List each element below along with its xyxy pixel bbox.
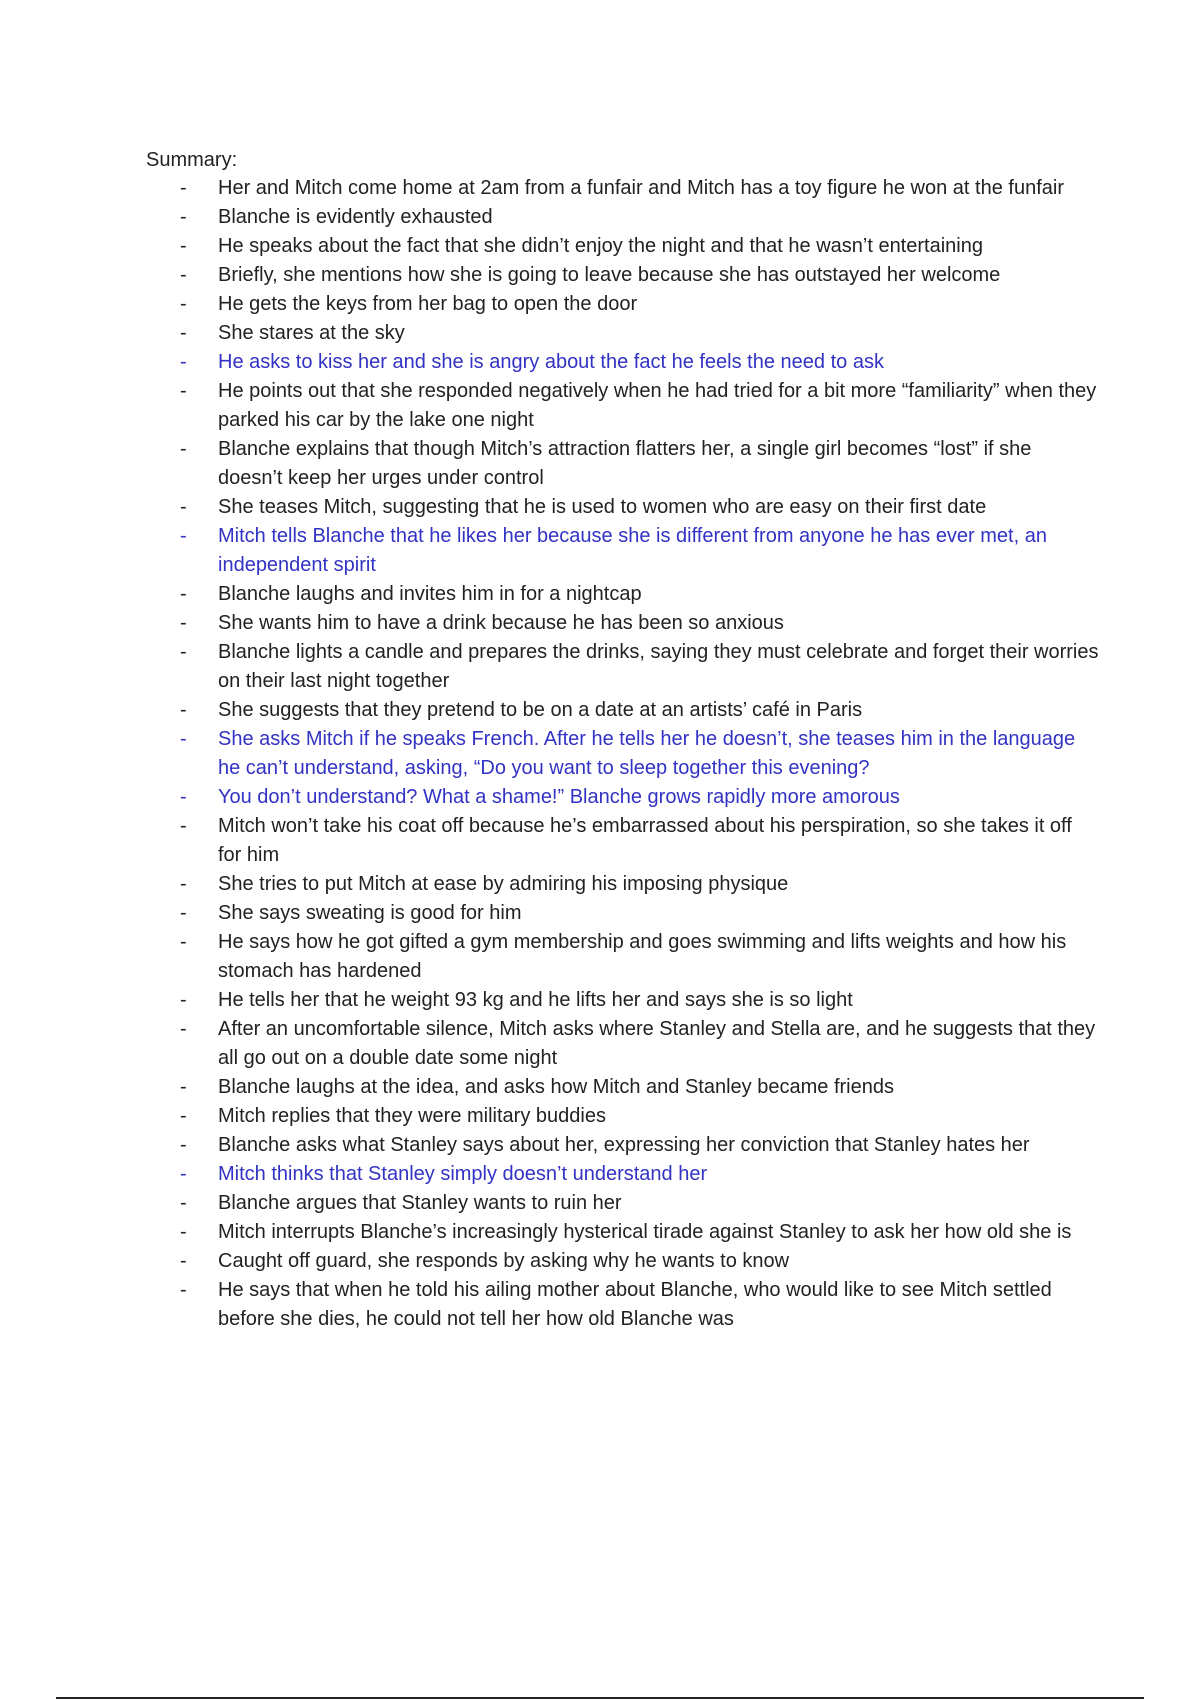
bullet-dash-marker: - <box>180 699 187 721</box>
summary-bullet-item <box>180 1276 1100 1334</box>
summary-bullet-text: He speaks about the fact that she didn’t enjoy the night and that he wasn’t entertaining <box>218 235 983 257</box>
summary-bullet-item <box>180 580 1100 609</box>
bullet-dash-marker: - <box>180 612 187 634</box>
summary-bullet-item <box>180 609 1100 638</box>
summary-bullet-text: She tries to put Mitch at ease by admiring his imposing physique <box>218 873 789 895</box>
bullet-dash-marker: - <box>180 1134 187 1156</box>
summary-bullet-text: Blanche argues that Stanley wants to ruin her <box>218 1192 622 1214</box>
summary-bullet-text: Mitch thinks that Stanley simply doesn’t understand her <box>218 1163 708 1185</box>
summary-bullet-item <box>180 1102 1100 1131</box>
bullet-dash-marker: - <box>180 873 187 895</box>
summary-bullet-text: Blanche explains that though Mitch’s attraction flatters her, a single girl becomes “lost” if she doesn’t keep her urges under control <box>218 438 1032 489</box>
bullet-dash-marker: - <box>180 1192 187 1214</box>
summary-bullet-text: Mitch replies that they were military buddies <box>218 1105 606 1127</box>
summary-bullet-text: Blanche lights a candle and prepares the drinks, saying they must celebrate and forget their worries on their last night together <box>218 641 1099 692</box>
summary-bullet-item <box>180 174 1100 203</box>
bullet-dash-marker: - <box>180 1105 187 1127</box>
footer-divider <box>56 1697 1144 1699</box>
summary-bullet-item <box>180 638 1100 696</box>
summary-bullet-text: He says how he got gifted a gym membership and goes swimming and lifts weights and how his stomach has hardened <box>218 931 1067 982</box>
summary-bullet-item <box>180 986 1100 1015</box>
summary-bullet-item <box>180 725 1100 783</box>
bullet-dash-marker: - <box>180 1163 187 1185</box>
summary-bullet-item <box>180 493 1100 522</box>
bullet-dash-marker: - <box>180 931 187 953</box>
bullet-dash-marker: - <box>180 496 187 518</box>
summary-bullet-item <box>180 232 1100 261</box>
bullet-dash-marker: - <box>180 177 187 199</box>
summary-bullet-text: She stares at the sky <box>218 322 405 344</box>
summary-bullet-item <box>180 812 1100 870</box>
summary-bullet-text: Blanche laughs at the idea, and asks how Mitch and Stanley became friends <box>218 1076 894 1098</box>
summary-bullet-text: She asks Mitch if he speaks French. After he tells her he doesn’t, she teases him in the language he can’t understand, asking, “Do you want to sleep together this evening? <box>218 728 1076 779</box>
summary-bullet-item <box>180 1218 1100 1247</box>
summary-bullet-text: She says sweating is good for him <box>218 902 522 924</box>
bullet-dash-marker: - <box>180 728 187 750</box>
summary-bullet-text: Mitch tells Blanche that he likes her because she is different from anyone he has ever met, an independent spirit <box>218 525 1047 576</box>
summary-bullet-item <box>180 1189 1100 1218</box>
summary-bullet-text: After an uncomfortable silence, Mitch asks where Stanley and Stella are, and he suggests that they all go out on a double date some night <box>218 1018 1096 1069</box>
summary-bullet-item <box>180 377 1100 435</box>
summary-bullet-text: Blanche asks what Stanley says about her, expressing her conviction that Stanley hates her <box>218 1134 1030 1156</box>
summary-bullet-text: She wants him to have a drink because he has been so anxious <box>218 612 784 634</box>
bullet-dash-marker: - <box>180 815 187 837</box>
summary-bullet-item <box>180 1247 1100 1276</box>
summary-bullet-item <box>180 319 1100 348</box>
summary-bullet-text: Her and Mitch come home at 2am from a funfair and Mitch has a toy figure he won at the funfair <box>218 177 1064 199</box>
bullet-dash-marker: - <box>180 525 187 547</box>
bullet-dash-marker: - <box>180 380 187 402</box>
bullet-dash-marker: - <box>180 235 187 257</box>
summary-bullet-item <box>180 1160 1100 1189</box>
bullet-dash-marker: - <box>180 264 187 286</box>
bullet-dash-marker: - <box>180 1076 187 1098</box>
summary-bullet-text: She suggests that they pretend to be on a date at an artists’ café in Paris <box>218 699 863 721</box>
summary-bullet-item <box>180 435 1100 493</box>
summary-bullet-item <box>180 696 1100 725</box>
summary-bullet-item <box>180 1015 1100 1073</box>
summary-bullet-item <box>180 870 1100 899</box>
bullet-dash-marker: - <box>180 322 187 344</box>
bullet-dash-marker: - <box>180 206 187 228</box>
summary-bullet-item <box>180 348 1100 377</box>
summary-bullet-item <box>180 1073 1100 1102</box>
bullet-dash-marker: - <box>180 1279 187 1301</box>
bullet-dash-marker: - <box>180 1250 187 1272</box>
bullet-dash-marker: - <box>180 351 187 373</box>
bullet-dash-marker: - <box>180 902 187 924</box>
bullet-dash-marker: - <box>180 1018 187 1040</box>
summary-bullet-text: He points out that she responded negatively when he had tried for a bit more “familiarity” when they parked his car by the lake one night <box>218 380 1097 431</box>
summary-bullet-text: Blanche laughs and invites him in for a nightcap <box>218 583 642 605</box>
summary-bullet-text: You don’t understand? What a shame!” Blanche grows rapidly more amorous <box>218 786 900 808</box>
summary-bullet-text: Blanche is evidently exhausted <box>218 206 493 228</box>
summary-bullet-item <box>180 203 1100 232</box>
summary-bullet-text: Mitch interrupts Blanche’s increasingly hysterical tirade against Stanley to ask her how old she is <box>218 1221 1072 1243</box>
summary-heading: Summary: <box>146 149 238 171</box>
summary-bullet-item <box>180 290 1100 319</box>
summary-bullet-text: She teases Mitch, suggesting that he is used to women who are easy on their first date <box>218 496 987 518</box>
summary-bullet-list <box>180 174 1100 1334</box>
bullet-dash-marker: - <box>180 438 187 460</box>
bullet-dash-marker: - <box>180 989 187 1011</box>
summary-bullet-text: He asks to kiss her and she is angry about the fact he feels the need to ask <box>218 351 884 373</box>
bullet-dash-marker: - <box>180 583 187 605</box>
summary-bullet-text: Caught off guard, she responds by asking why he wants to know <box>218 1250 790 1272</box>
summary-bullet-text: Mitch won’t take his coat off because he’s embarrassed about his perspiration, so she takes it off for him <box>218 815 1072 866</box>
summary-bullet-text: He gets the keys from her bag to open the door <box>218 293 638 315</box>
bullet-dash-marker: - <box>180 786 187 808</box>
summary-bullet-item <box>180 899 1100 928</box>
summary-bullet-item <box>180 1131 1100 1160</box>
summary-bullet-item <box>180 261 1100 290</box>
summary-bullet-item <box>180 783 1100 812</box>
summary-bullet-text: Briefly, she mentions how she is going to leave because she has outstayed her welcome <box>218 264 1001 286</box>
summary-bullet-item <box>180 522 1100 580</box>
summary-bullet-item <box>180 928 1100 986</box>
bullet-dash-marker: - <box>180 1221 187 1243</box>
summary-bullet-text: He says that when he told his ailing mother about Blanche, who would like to see Mitch settled before she dies, he could not tell her how old Blanche was <box>218 1279 1052 1330</box>
bullet-dash-marker: - <box>180 641 187 663</box>
bullet-dash-marker: - <box>180 293 187 315</box>
summary-bullet-text: He tells her that he weight 93 kg and he lifts her and says she is so light <box>218 989 853 1011</box>
